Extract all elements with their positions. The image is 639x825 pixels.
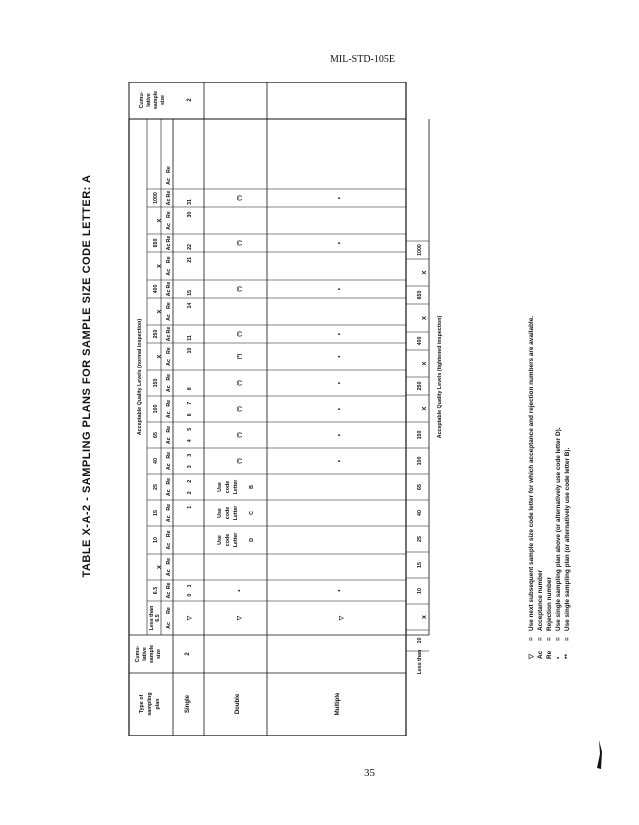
right-cum-header: sample xyxy=(153,90,159,110)
re-label: Re xyxy=(166,451,172,459)
footnote-text: Acceptance number xyxy=(537,569,544,631)
use-code-letter: Use xyxy=(217,535,223,545)
re-value: 1 xyxy=(187,584,193,588)
standard-header: MIL-STD-105E xyxy=(330,54,395,65)
single-plan-dot: • xyxy=(337,332,343,336)
ac-value: 0 xyxy=(187,593,193,597)
use-code-letter: Letter xyxy=(233,479,239,495)
re-label: Re xyxy=(166,557,172,565)
aql-cross-mark: X xyxy=(422,361,428,366)
footnote-symbol: • xyxy=(555,656,562,659)
re-value: 21 xyxy=(187,256,193,263)
ac-label: Ac xyxy=(166,385,172,393)
aql-header: 65 xyxy=(153,432,159,438)
re-value: 30 xyxy=(187,211,193,218)
footnote-equals: = xyxy=(555,637,562,641)
single-plan-dot: • xyxy=(337,196,343,200)
re-label: Re xyxy=(166,302,172,309)
aql-cross-mark: X xyxy=(157,218,163,223)
use-code-letter: code xyxy=(225,480,231,494)
star-mark: (*) xyxy=(237,240,243,246)
normal-inspection-label: Acceptable Quality Levels (normal inspection) xyxy=(137,318,143,436)
tightened-aql-header: 65 xyxy=(417,484,423,490)
tightened-aql-header: 40 xyxy=(417,510,423,516)
single-plan-dot: • xyxy=(337,459,343,463)
tightened-aql-header: 10 xyxy=(417,637,423,644)
aql-header: 10 xyxy=(153,537,159,543)
use-code-letter: Use xyxy=(217,508,223,518)
ac-label: Ac xyxy=(166,542,172,550)
re-value: 2 xyxy=(187,479,193,483)
right-cum-header: lative xyxy=(146,93,152,107)
ac-label: Ac xyxy=(166,463,172,471)
footnote-item xyxy=(554,69,563,659)
tightened-aql-header: 1000 xyxy=(417,244,423,256)
star-mark: (*) xyxy=(237,195,243,201)
cum-column-header: sample xyxy=(149,644,155,664)
ac-label: Ac xyxy=(166,437,172,445)
single-plan-dot: • xyxy=(337,355,343,358)
ac-label: Ac xyxy=(166,178,172,185)
ac-label: Ac xyxy=(166,411,172,419)
footnote-equals: = xyxy=(564,637,571,641)
re-value: 5 xyxy=(187,427,193,431)
ac-label: Ac xyxy=(166,359,172,366)
ac-label: Ac xyxy=(166,569,172,577)
aql-cross-mark: X xyxy=(157,309,163,314)
aql-cross-mark: X xyxy=(422,316,428,320)
star-mark: (*) xyxy=(237,331,243,337)
star-mark: (*) xyxy=(237,406,243,412)
tightened-aql-header: 250 xyxy=(417,381,423,391)
table-title: TABLE X-A-2 - SAMPLING PLANS FOR SAMPLE SIZE CODE LETTER: A xyxy=(81,174,93,578)
re-label: Re xyxy=(166,326,172,334)
footnotes xyxy=(527,69,572,659)
star-mark: (*) xyxy=(237,286,243,292)
re-value: 10 xyxy=(187,347,193,354)
aql-header: 250 xyxy=(153,329,159,339)
footnote-item xyxy=(536,69,545,659)
aql-cross-mark: X xyxy=(157,565,163,569)
tightened-aql-header: Less than xyxy=(417,649,423,675)
ac-value: 22 xyxy=(187,244,193,250)
single-cum-size: 2 xyxy=(185,652,191,656)
table-text xyxy=(135,91,443,716)
use-code-letter-value: C xyxy=(249,511,255,515)
table-grid xyxy=(129,82,429,736)
star-mark: (*) xyxy=(237,432,243,438)
tightened-aql-header: 150 xyxy=(417,430,423,440)
row-label-single: Single xyxy=(185,694,191,714)
ac-label: Ac xyxy=(166,489,172,497)
rotated-table-page xyxy=(81,82,571,736)
aql-cross-mark: X xyxy=(422,270,428,275)
re-value: 1 xyxy=(187,505,193,509)
aql-header: 25 xyxy=(153,484,159,490)
single-plan-dot: • xyxy=(337,407,343,411)
aql-header: 100 xyxy=(153,404,159,414)
footnote-text: Use single sampling plan (or alternatively use code letter B). xyxy=(564,447,571,631)
aql-cross-mark: X xyxy=(422,406,428,411)
re-label: Re xyxy=(166,373,172,381)
tightened-aql-header: 10 xyxy=(417,588,423,594)
ac-label: Ac xyxy=(166,289,172,297)
use-code-letter: Use xyxy=(217,482,223,492)
aql-header: 6.5 xyxy=(155,614,161,622)
page-number: 35 xyxy=(364,767,375,779)
re-value: 14 xyxy=(187,302,193,309)
aql-cross-mark: X xyxy=(157,264,163,268)
row-label-double: Double xyxy=(235,693,241,715)
footnote-symbol: ** xyxy=(564,654,571,659)
single-plan-dot: • xyxy=(337,433,343,437)
re-label: Re xyxy=(166,281,172,289)
single-plan-dot: • xyxy=(337,589,343,592)
star-mark: (*) xyxy=(237,380,243,386)
tightened-aql-header: 650 xyxy=(417,290,423,300)
tightened-aql-header: 400 xyxy=(417,336,423,346)
tightened-aql-header: 25 xyxy=(417,536,423,542)
ac-value: 2 xyxy=(187,491,193,495)
re-label: Re xyxy=(166,503,172,511)
pen-mark xyxy=(592,738,604,770)
ac-value: 31 xyxy=(187,199,193,205)
use-code-letter-value: D xyxy=(249,538,255,542)
aql-header: 40 xyxy=(153,458,159,464)
footnote-equals: = xyxy=(528,637,535,641)
re-value: 3 xyxy=(187,453,193,457)
ac-label: Ac xyxy=(166,198,172,206)
row-label-multiple: Multiple xyxy=(335,692,341,716)
type-column-header: plan xyxy=(155,698,161,710)
ac-label: Ac xyxy=(166,268,172,276)
aql-header: 6.5 xyxy=(153,586,159,595)
use-next-triangle: ▽ xyxy=(237,615,243,621)
re-label: Re xyxy=(166,211,172,218)
footnote-symbol: Re xyxy=(546,650,553,659)
re-label: Re xyxy=(166,347,172,354)
ac-label: Ac xyxy=(166,223,172,230)
tightened-aql-header: 15 xyxy=(417,562,423,568)
ac-value: 6 xyxy=(187,413,193,417)
type-column-header: Type of xyxy=(139,694,145,714)
re-label: Re xyxy=(166,477,172,485)
footnote-text: Rejection number xyxy=(546,577,553,631)
single-plan-dot: • xyxy=(337,381,343,385)
cum-column-header: Cumu- xyxy=(135,645,141,663)
footnote-text: Use next subsequent sample size code letter for which acceptance and rejection numbers are available. xyxy=(528,315,535,631)
footnote-item xyxy=(563,69,572,659)
use-code-letter: Letter xyxy=(233,505,239,521)
aql-header: 15 xyxy=(153,510,159,516)
ac-value: 3 xyxy=(187,465,193,469)
star-mark: (*) xyxy=(237,458,243,464)
tightened-inspection-label: Acceptable Quality Levels (tightened inspection) xyxy=(437,315,443,439)
footnote-item xyxy=(527,69,536,659)
re-value: 7 xyxy=(187,401,193,405)
aql-header: 1000 xyxy=(153,192,159,204)
footnote-symbol: Ac xyxy=(537,650,544,659)
re-label: Re xyxy=(166,607,172,614)
footnote-item xyxy=(545,69,554,659)
ac-label: Ac xyxy=(166,334,172,342)
re-label: Re xyxy=(166,425,172,433)
footnote-equals: = xyxy=(546,637,553,641)
ac-label: Ac xyxy=(166,591,172,599)
aql-cross-mark: X xyxy=(157,354,163,359)
aql-header: 400 xyxy=(153,284,159,294)
ac-label: Ac xyxy=(166,243,172,251)
footnote-symbol: ▽ xyxy=(528,654,535,659)
aql-cross-mark: X xyxy=(422,615,428,619)
re-label: Re xyxy=(166,190,172,198)
ac-value: 11 xyxy=(187,335,193,341)
single-plan-dot: • xyxy=(337,241,343,245)
cum-column-header: size xyxy=(156,648,162,660)
type-column-header: sampling xyxy=(147,692,153,716)
ac-value: 8 xyxy=(187,387,193,391)
use-next-triangle: ▽ xyxy=(339,615,345,621)
use-code-letter: code xyxy=(225,533,231,547)
right-cum-header: Cumu- xyxy=(139,91,145,109)
tightened-aql-header: 100 xyxy=(417,456,423,466)
re-label: Re xyxy=(166,235,172,243)
re-label: Re xyxy=(166,530,172,538)
use-next-triangle: ▽ xyxy=(187,615,193,621)
star-mark: (*) xyxy=(237,353,243,360)
aql-header: 650 xyxy=(153,238,159,248)
right-cum-header: size xyxy=(160,94,166,106)
use-code-letter: Letter xyxy=(233,532,239,548)
re-label: Re xyxy=(166,582,172,590)
aql-header: Less than xyxy=(149,605,155,631)
ac-value: 4 xyxy=(187,439,193,443)
use-code-letter: code xyxy=(225,506,231,520)
ac-label: Ac xyxy=(166,314,172,321)
re-label: Re xyxy=(166,256,172,264)
use-code-letter-value: B xyxy=(249,485,255,489)
re-label: Re xyxy=(166,399,172,407)
ac-label: Ac xyxy=(166,622,172,629)
single-plan-dot: • xyxy=(337,287,343,291)
cum-column-header: lative xyxy=(142,647,148,661)
ac-label: Ac xyxy=(166,515,172,523)
right-cum-size: 2 xyxy=(187,98,193,102)
sampling-table xyxy=(81,82,554,736)
footnote-equals: = xyxy=(537,637,544,641)
footnote-text: Use single sampling plan above (or alternatively use code letter D). xyxy=(555,427,562,631)
single-plan-dot: • xyxy=(237,589,243,592)
aql-header: 150 xyxy=(153,378,159,388)
ac-value: 15 xyxy=(187,290,193,296)
re-label: Re xyxy=(166,166,172,173)
